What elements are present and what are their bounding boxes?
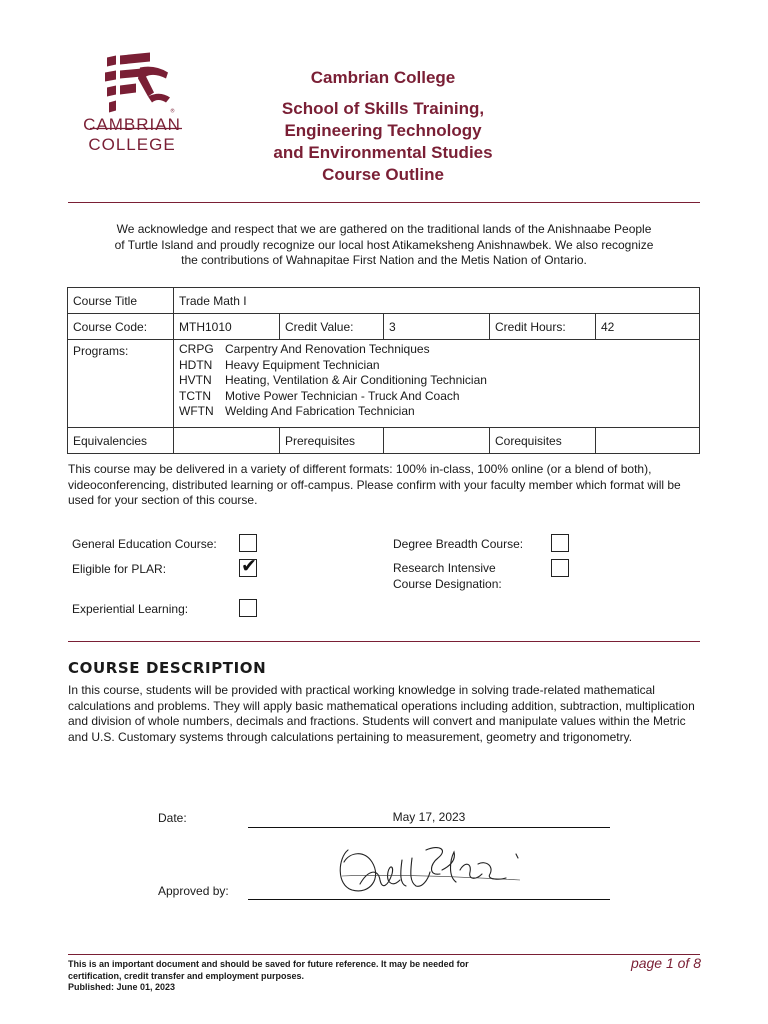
research-intensive-label-line-1: Research Intensive	[393, 561, 496, 575]
plar-label: Eligible for PLAR:	[72, 562, 167, 576]
program-item	[179, 358, 694, 374]
program-name: Heating, Ventilation & Air Conditioning Technician	[225, 373, 487, 387]
course-title-label: Course Title	[68, 288, 174, 314]
document-type: Course Outline	[322, 165, 444, 184]
course-title-row	[68, 288, 700, 314]
course-info-table	[67, 287, 700, 454]
experiential-checkbox[interactable]	[239, 599, 257, 617]
section-divider	[68, 641, 700, 642]
checkmark-icon: ✔	[241, 555, 257, 577]
research-intensive-label-line-2: Course Designation:	[393, 576, 502, 591]
delivery-format-note: This course may be delivered in a variety of different formats: 100% in-class, 100% online (or a blend of both), videoconferencing, distributed learning or off-campus. Please confirm with your faculty member which format will be used for your section of this course.	[68, 462, 681, 507]
logo-wordmark	[76, 115, 188, 155]
course-code-row	[68, 314, 700, 340]
footer-notice	[68, 959, 538, 994]
header-divider	[68, 202, 700, 203]
programs-label: Programs:	[68, 340, 174, 428]
programs-list	[174, 340, 700, 428]
prerequisites-value	[384, 428, 490, 454]
college-name: Cambrian College	[310, 68, 456, 87]
degree-breadth-checkbox[interactable]	[551, 534, 569, 552]
program-name: Welding And Fabrication Technician	[225, 404, 415, 418]
program-item	[179, 404, 694, 420]
experiential-label: Experiential Learning:	[72, 602, 189, 616]
program-name: Motive Power Technician - Truck And Coach	[225, 388, 460, 403]
plar-checkbox[interactable]	[239, 555, 257, 577]
program-name: Heavy Equipment Technician	[225, 357, 380, 372]
date-label: Date:	[158, 811, 187, 825]
research-intensive-label	[393, 561, 502, 592]
logo-wordmark-line-2: COLLEGE	[88, 135, 176, 154]
course-code-label: Course Code:	[68, 314, 174, 340]
school-title-line-3: and Environmental Studies	[273, 143, 493, 162]
program-name: Carpentry And Renovation Techniques	[225, 342, 430, 356]
course-description-heading: COURSE DESCRIPTION	[68, 659, 267, 677]
prerequisites-label: Prerequisites	[280, 428, 384, 454]
page-number: page 1 of 8	[630, 955, 701, 971]
program-code: CRPG	[179, 342, 214, 356]
credit-value: 3	[384, 314, 490, 340]
program-item	[179, 342, 694, 358]
land-acknowledgement: We acknowledge and respect that we are gathered on the traditional lands of the Anishnaabe People of Turtle Island and proudly recognize our local host Atikameksheng Anishnawbek. We also recognize the contributions of Wahnapitae First Nation and the Metis Nation of Ontario.	[114, 222, 654, 267]
school-title-line-1: School of Skills Training,	[281, 99, 485, 118]
corequisites-value	[596, 428, 700, 454]
degree-breadth-label: Degree Breadth Course:	[393, 537, 524, 551]
gen-ed-label: General Education Course:	[72, 537, 217, 551]
school-title	[230, 98, 536, 186]
course-title-value: Trade Math I	[174, 288, 700, 314]
signature-line	[248, 899, 610, 900]
svg-text:®: ®	[170, 108, 175, 115]
footer-notice-line-1: This is an important document and should be saved for future reference. It may be needed for	[68, 959, 469, 969]
course-code-value: MTH1010	[174, 314, 280, 340]
footer-notice-line-2: certification, credit transfer and employment purposes.	[68, 970, 305, 981]
signature-image	[330, 840, 530, 900]
approved-by-label: Approved by:	[158, 884, 229, 898]
program-code: TCTN	[179, 388, 211, 403]
gen-ed-checkbox[interactable]	[239, 534, 257, 552]
program-code: HDTN	[179, 357, 213, 372]
credit-hours-label: Credit Hours:	[490, 314, 596, 340]
date-line	[248, 827, 610, 828]
credit-value-label: Credit Value:	[280, 314, 384, 340]
program-item	[179, 373, 694, 389]
logo-wordmark-line-1: CAMBRIAN	[83, 115, 181, 134]
published-date: Published: June 01, 2023	[68, 982, 176, 992]
school-title-line-2: Engineering Technology	[284, 121, 482, 140]
programs-row	[68, 340, 700, 428]
corequisites-label: Corequisites	[490, 428, 596, 454]
credit-hours-value: 42	[596, 314, 700, 340]
course-description-body: In this course, students will be provided with practical working knowledge in solving trade-related mathematical calculations and problems. They will apply basic mathematical operations including addition, subtraction, multiplication and division of whole numbers, decimals and fractions. Students will convert and manipulate values within the Metric and U.S. Customary systems through calculations pertaining to measurement, geometry and trigonometry.	[68, 683, 695, 744]
date-value: May 17, 2023	[392, 810, 466, 824]
research-intensive-checkbox[interactable]	[551, 559, 569, 577]
program-item	[179, 389, 694, 405]
equivalencies-label: Equivalencies	[68, 428, 174, 454]
equivalencies-value	[174, 428, 280, 454]
program-code: HVTN	[179, 373, 212, 387]
requisites-row	[68, 428, 700, 454]
program-code: WFTN	[179, 404, 214, 418]
